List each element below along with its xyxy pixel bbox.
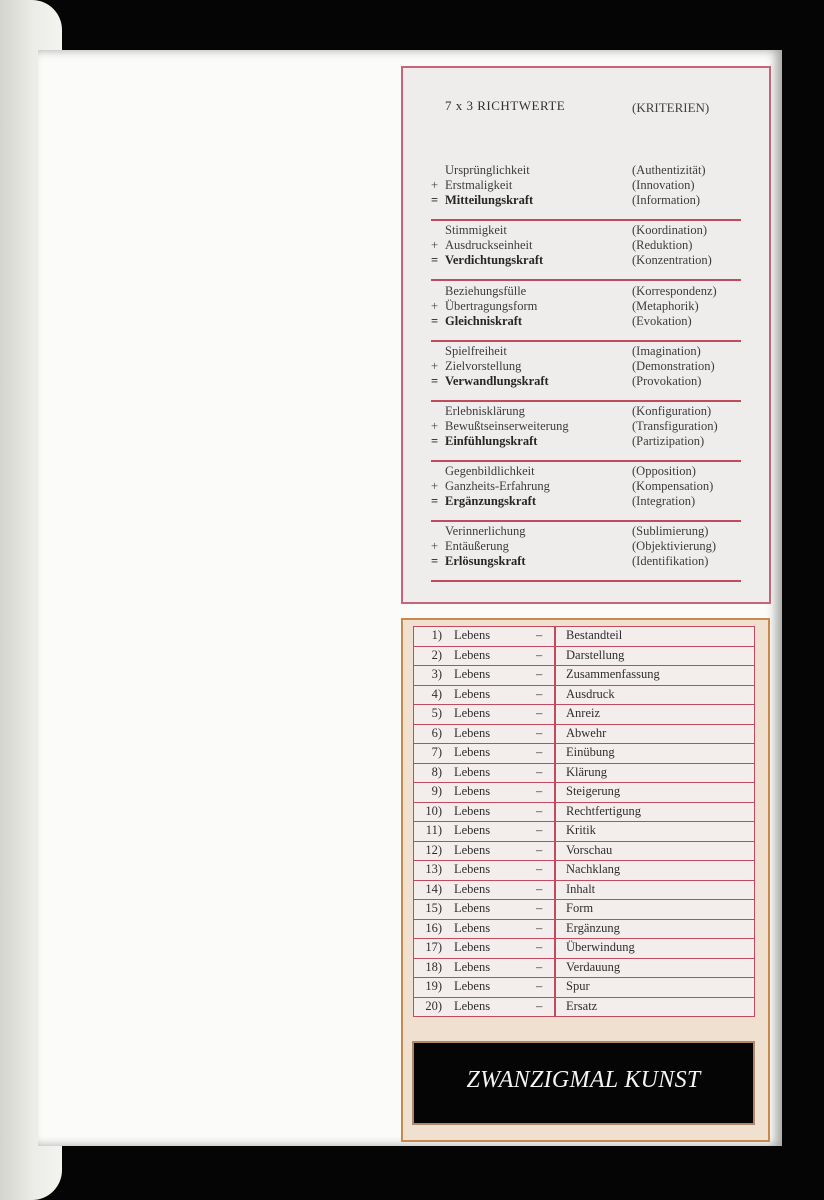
row-number: 15) bbox=[425, 901, 442, 915]
row-item: Anreiz bbox=[566, 706, 601, 720]
criteria-term: (Integration) bbox=[632, 494, 696, 508]
list-row bbox=[413, 880, 755, 900]
row-dash: – bbox=[536, 901, 543, 915]
row-word: Lebens bbox=[454, 667, 491, 681]
row-number: 17) bbox=[425, 940, 442, 954]
row-divider bbox=[554, 783, 556, 802]
criteria-text: Ursprünglichkeit bbox=[445, 163, 530, 177]
row-number: 9) bbox=[431, 784, 442, 798]
row-item: Abwehr bbox=[566, 725, 607, 740]
equals-sign: = bbox=[431, 253, 439, 267]
row-word: Lebens bbox=[454, 940, 491, 954]
criteria-line bbox=[431, 344, 507, 359]
criteria-text: Übertragungsform bbox=[445, 299, 538, 313]
row-divider bbox=[554, 959, 556, 978]
criteria-group bbox=[431, 404, 741, 462]
row-divider bbox=[554, 686, 556, 705]
criteria-group bbox=[431, 344, 741, 402]
row-divider bbox=[554, 881, 556, 900]
row-number: 13) bbox=[425, 862, 442, 876]
row-dash: – bbox=[536, 920, 543, 935]
row-dash: – bbox=[536, 979, 543, 993]
criteria-result bbox=[431, 374, 549, 389]
row-number: 8) bbox=[431, 764, 442, 779]
row-number: 3) bbox=[431, 667, 442, 681]
criteria-line bbox=[431, 404, 525, 419]
row-divider bbox=[554, 900, 556, 919]
row-divider bbox=[554, 764, 556, 783]
row-item: Kritik bbox=[566, 823, 596, 837]
criteria-line bbox=[431, 464, 535, 479]
criteria-result bbox=[431, 554, 526, 569]
row-dash: – bbox=[536, 803, 543, 818]
row-dash: – bbox=[536, 686, 543, 701]
list-row bbox=[413, 802, 755, 822]
row-word: Lebens bbox=[454, 823, 491, 837]
criteria-text: Erlösungskraft bbox=[445, 554, 526, 568]
row-word: Lebens bbox=[454, 686, 491, 701]
criteria-line bbox=[431, 419, 569, 434]
row-word: Lebens bbox=[454, 979, 491, 993]
criteria-term: (Kompensation) bbox=[632, 479, 714, 493]
criteria-term: (Evokation) bbox=[632, 314, 692, 328]
criteria-result bbox=[431, 494, 536, 509]
equals-sign: = bbox=[431, 434, 439, 448]
row-item: Bestandteil bbox=[566, 628, 623, 642]
criteria-text: Mitteilungskraft bbox=[445, 193, 534, 207]
criteria-term: (Authentizität) bbox=[632, 163, 706, 177]
row-divider bbox=[554, 647, 556, 666]
list-row bbox=[413, 821, 755, 841]
row-dash: – bbox=[536, 940, 543, 954]
title-banner bbox=[412, 1041, 755, 1125]
criteria-text: Gleichniskraft bbox=[445, 314, 523, 328]
row-number: 5) bbox=[431, 706, 442, 720]
row-number: 12) bbox=[425, 842, 442, 857]
criteria-group bbox=[431, 464, 741, 522]
criteria-result bbox=[431, 253, 543, 268]
criteria-term: (Objektivierung) bbox=[632, 539, 717, 553]
row-word: Lebens bbox=[454, 862, 491, 876]
criteria-text: Ausdruckseinheit bbox=[445, 238, 533, 252]
criteria-term: (Innovation) bbox=[632, 178, 695, 192]
criteria-text: Entäußerung bbox=[445, 539, 509, 553]
criteria-text: Gegenbildlichkeit bbox=[445, 464, 535, 478]
list-row bbox=[413, 724, 755, 744]
criteria-term: (Partizipation) bbox=[632, 434, 705, 448]
row-divider bbox=[554, 822, 556, 841]
criteria-line bbox=[431, 539, 509, 554]
row-item: Inhalt bbox=[566, 881, 596, 896]
row-item: Zusammenfassung bbox=[566, 667, 660, 681]
list-row bbox=[413, 977, 755, 997]
row-item: Form bbox=[566, 901, 594, 915]
row-item: Ersatz bbox=[566, 998, 598, 1013]
plus-sign: + bbox=[431, 479, 439, 493]
criteria-line bbox=[431, 223, 507, 238]
row-dash: – bbox=[536, 667, 543, 681]
criteria-term: (Reduktion) bbox=[632, 238, 693, 252]
criteria-result bbox=[431, 314, 522, 329]
list-row bbox=[413, 997, 755, 1018]
criteria-text: Zielvorstellung bbox=[445, 359, 522, 373]
row-dash: – bbox=[536, 998, 543, 1013]
list-row bbox=[413, 704, 755, 724]
row-divider bbox=[554, 666, 556, 685]
criteria-text: Stimmigkeit bbox=[445, 223, 507, 237]
row-item: Steigerung bbox=[566, 784, 621, 798]
row-number: 14) bbox=[425, 881, 442, 896]
criteria-text: Ganzheits-Erfahrung bbox=[445, 479, 550, 493]
criteria-term: (Information) bbox=[632, 193, 701, 207]
list-row bbox=[413, 763, 755, 783]
row-item: Rechtfertigung bbox=[566, 803, 641, 818]
row-item: Einübung bbox=[566, 745, 615, 759]
criteria-line bbox=[431, 479, 550, 494]
row-word: Lebens bbox=[454, 842, 491, 857]
row-number: 6) bbox=[431, 725, 442, 740]
row-dash: – bbox=[536, 784, 543, 798]
equals-sign: = bbox=[431, 374, 439, 388]
row-number: 11) bbox=[425, 823, 442, 837]
banner-title: ZWANZIGMAL KUNST bbox=[466, 1067, 701, 1093]
row-divider bbox=[554, 744, 556, 763]
row-item: Vorschau bbox=[566, 842, 613, 857]
row-divider bbox=[554, 920, 556, 939]
list-row bbox=[413, 958, 755, 978]
row-dash: – bbox=[536, 764, 543, 779]
criteria-text: Einfühlungskraft bbox=[445, 434, 538, 448]
row-divider bbox=[554, 939, 556, 958]
row-item: Ausdruck bbox=[566, 686, 615, 701]
row-divider bbox=[554, 725, 556, 744]
criteria-subtitle: (KRITERIEN) bbox=[632, 100, 710, 115]
row-word: Lebens bbox=[454, 764, 491, 779]
criteria-line bbox=[431, 524, 526, 539]
criteria-text: Bewußtseinserweiterung bbox=[445, 419, 569, 433]
row-word: Lebens bbox=[454, 920, 491, 935]
row-word: Lebens bbox=[454, 647, 491, 662]
criteria-text: Spielfreiheit bbox=[445, 344, 507, 358]
row-number: 18) bbox=[425, 959, 442, 974]
equals-sign: = bbox=[431, 314, 439, 328]
criteria-group bbox=[431, 524, 741, 582]
criteria-group bbox=[431, 223, 741, 281]
criteria-title: 7 x 3 RICHTWERTE bbox=[445, 98, 566, 113]
row-divider bbox=[554, 705, 556, 724]
criteria-text: Verinnerlichung bbox=[445, 524, 526, 538]
criteria-panel bbox=[401, 66, 771, 604]
row-word: Lebens bbox=[454, 901, 491, 915]
criteria-text: Verwandlungskraft bbox=[445, 374, 549, 388]
row-word: Lebens bbox=[454, 998, 491, 1013]
row-number: 19) bbox=[425, 979, 442, 993]
equals-sign: = bbox=[431, 494, 439, 508]
list-row bbox=[413, 841, 755, 861]
row-word: Lebens bbox=[454, 881, 491, 896]
row-dash: – bbox=[536, 706, 543, 720]
list-row bbox=[413, 899, 755, 919]
row-word: Lebens bbox=[454, 803, 491, 818]
row-dash: – bbox=[536, 959, 543, 974]
criteria-term: (Konzentration) bbox=[632, 253, 712, 267]
plus-sign: + bbox=[431, 178, 439, 192]
criteria-term: (Imagination) bbox=[632, 344, 701, 358]
row-dash: – bbox=[536, 725, 543, 740]
row-divider bbox=[554, 842, 556, 861]
criteria-text: Beziehungsfülle bbox=[445, 284, 527, 298]
criteria-group bbox=[431, 163, 741, 221]
row-item: Nachklang bbox=[566, 862, 621, 876]
list-row bbox=[413, 626, 755, 646]
row-item: Ergänzung bbox=[566, 920, 620, 935]
row-number: 1) bbox=[431, 628, 442, 642]
row-number: 7) bbox=[431, 745, 442, 759]
row-divider bbox=[554, 861, 556, 880]
criteria-term: (Koordination) bbox=[632, 223, 707, 237]
row-number: 4) bbox=[431, 686, 442, 701]
row-divider bbox=[554, 978, 556, 997]
plus-sign: + bbox=[431, 299, 439, 313]
row-dash: – bbox=[536, 862, 543, 876]
plus-sign: + bbox=[431, 419, 439, 433]
criteria-term: (Opposition) bbox=[632, 464, 696, 478]
row-word: Lebens bbox=[454, 706, 491, 720]
list-row bbox=[413, 665, 755, 685]
row-item: Klärung bbox=[566, 764, 607, 779]
list-row bbox=[413, 743, 755, 763]
plus-sign: + bbox=[431, 359, 439, 373]
criteria-term: (Metaphorik) bbox=[632, 299, 699, 313]
list-row bbox=[413, 919, 755, 939]
row-dash: – bbox=[536, 881, 543, 896]
row-item: Spur bbox=[566, 979, 590, 993]
criteria-line bbox=[431, 178, 512, 193]
row-word: Lebens bbox=[454, 725, 491, 740]
plus-sign: + bbox=[431, 539, 439, 553]
row-item: Verdauung bbox=[566, 959, 621, 974]
list-row bbox=[413, 938, 755, 958]
row-word: Lebens bbox=[454, 784, 491, 798]
criteria-term: (Korrespondenz) bbox=[632, 284, 717, 298]
list-row bbox=[413, 860, 755, 880]
criteria-text: Erstmaligkeit bbox=[445, 178, 513, 192]
row-number: 10) bbox=[425, 803, 442, 818]
row-divider bbox=[554, 627, 556, 646]
list-row bbox=[413, 782, 755, 802]
list-row bbox=[413, 646, 755, 666]
criteria-line bbox=[431, 359, 521, 374]
row-number: 20) bbox=[425, 998, 442, 1013]
row-word: Lebens bbox=[454, 959, 491, 974]
criteria-result bbox=[431, 193, 533, 208]
row-dash: – bbox=[536, 647, 543, 662]
row-divider bbox=[554, 998, 556, 1017]
plus-sign: + bbox=[431, 238, 439, 252]
row-item: Überwindung bbox=[566, 940, 635, 954]
criteria-text: Ergänzungskraft bbox=[445, 494, 536, 508]
life-list-panel bbox=[401, 618, 770, 1142]
criteria-term: (Identifikation) bbox=[632, 554, 709, 568]
row-number: 16) bbox=[425, 920, 442, 935]
row-dash: – bbox=[536, 745, 543, 759]
row-dash: – bbox=[536, 823, 543, 837]
criteria-line bbox=[431, 163, 530, 178]
criteria-term: (Provokation) bbox=[632, 374, 702, 388]
row-word: Lebens bbox=[454, 745, 491, 759]
row-divider bbox=[554, 803, 556, 822]
equals-sign: = bbox=[431, 193, 439, 207]
criteria-line bbox=[431, 299, 537, 314]
criteria-text: Verdichtungskraft bbox=[445, 253, 544, 267]
row-number: 2) bbox=[431, 647, 442, 662]
criteria-text: Erlebnisklärung bbox=[445, 404, 525, 418]
life-list-table bbox=[413, 626, 755, 1017]
row-dash: – bbox=[536, 628, 543, 642]
criteria-term: (Transfiguration) bbox=[632, 419, 718, 433]
criteria-term: (Konfiguration) bbox=[632, 404, 712, 418]
criteria-line bbox=[431, 238, 532, 253]
row-dash: – bbox=[536, 842, 543, 857]
criteria-term: (Demonstration) bbox=[632, 359, 715, 373]
list-row bbox=[413, 685, 755, 705]
criteria-term: (Sublimierung) bbox=[632, 524, 709, 538]
equals-sign: = bbox=[431, 554, 439, 568]
criteria-group bbox=[431, 284, 741, 342]
row-word: Lebens bbox=[454, 628, 491, 642]
criteria-line bbox=[431, 284, 526, 299]
row-item: Darstellung bbox=[566, 647, 625, 662]
criteria-result bbox=[431, 434, 537, 449]
